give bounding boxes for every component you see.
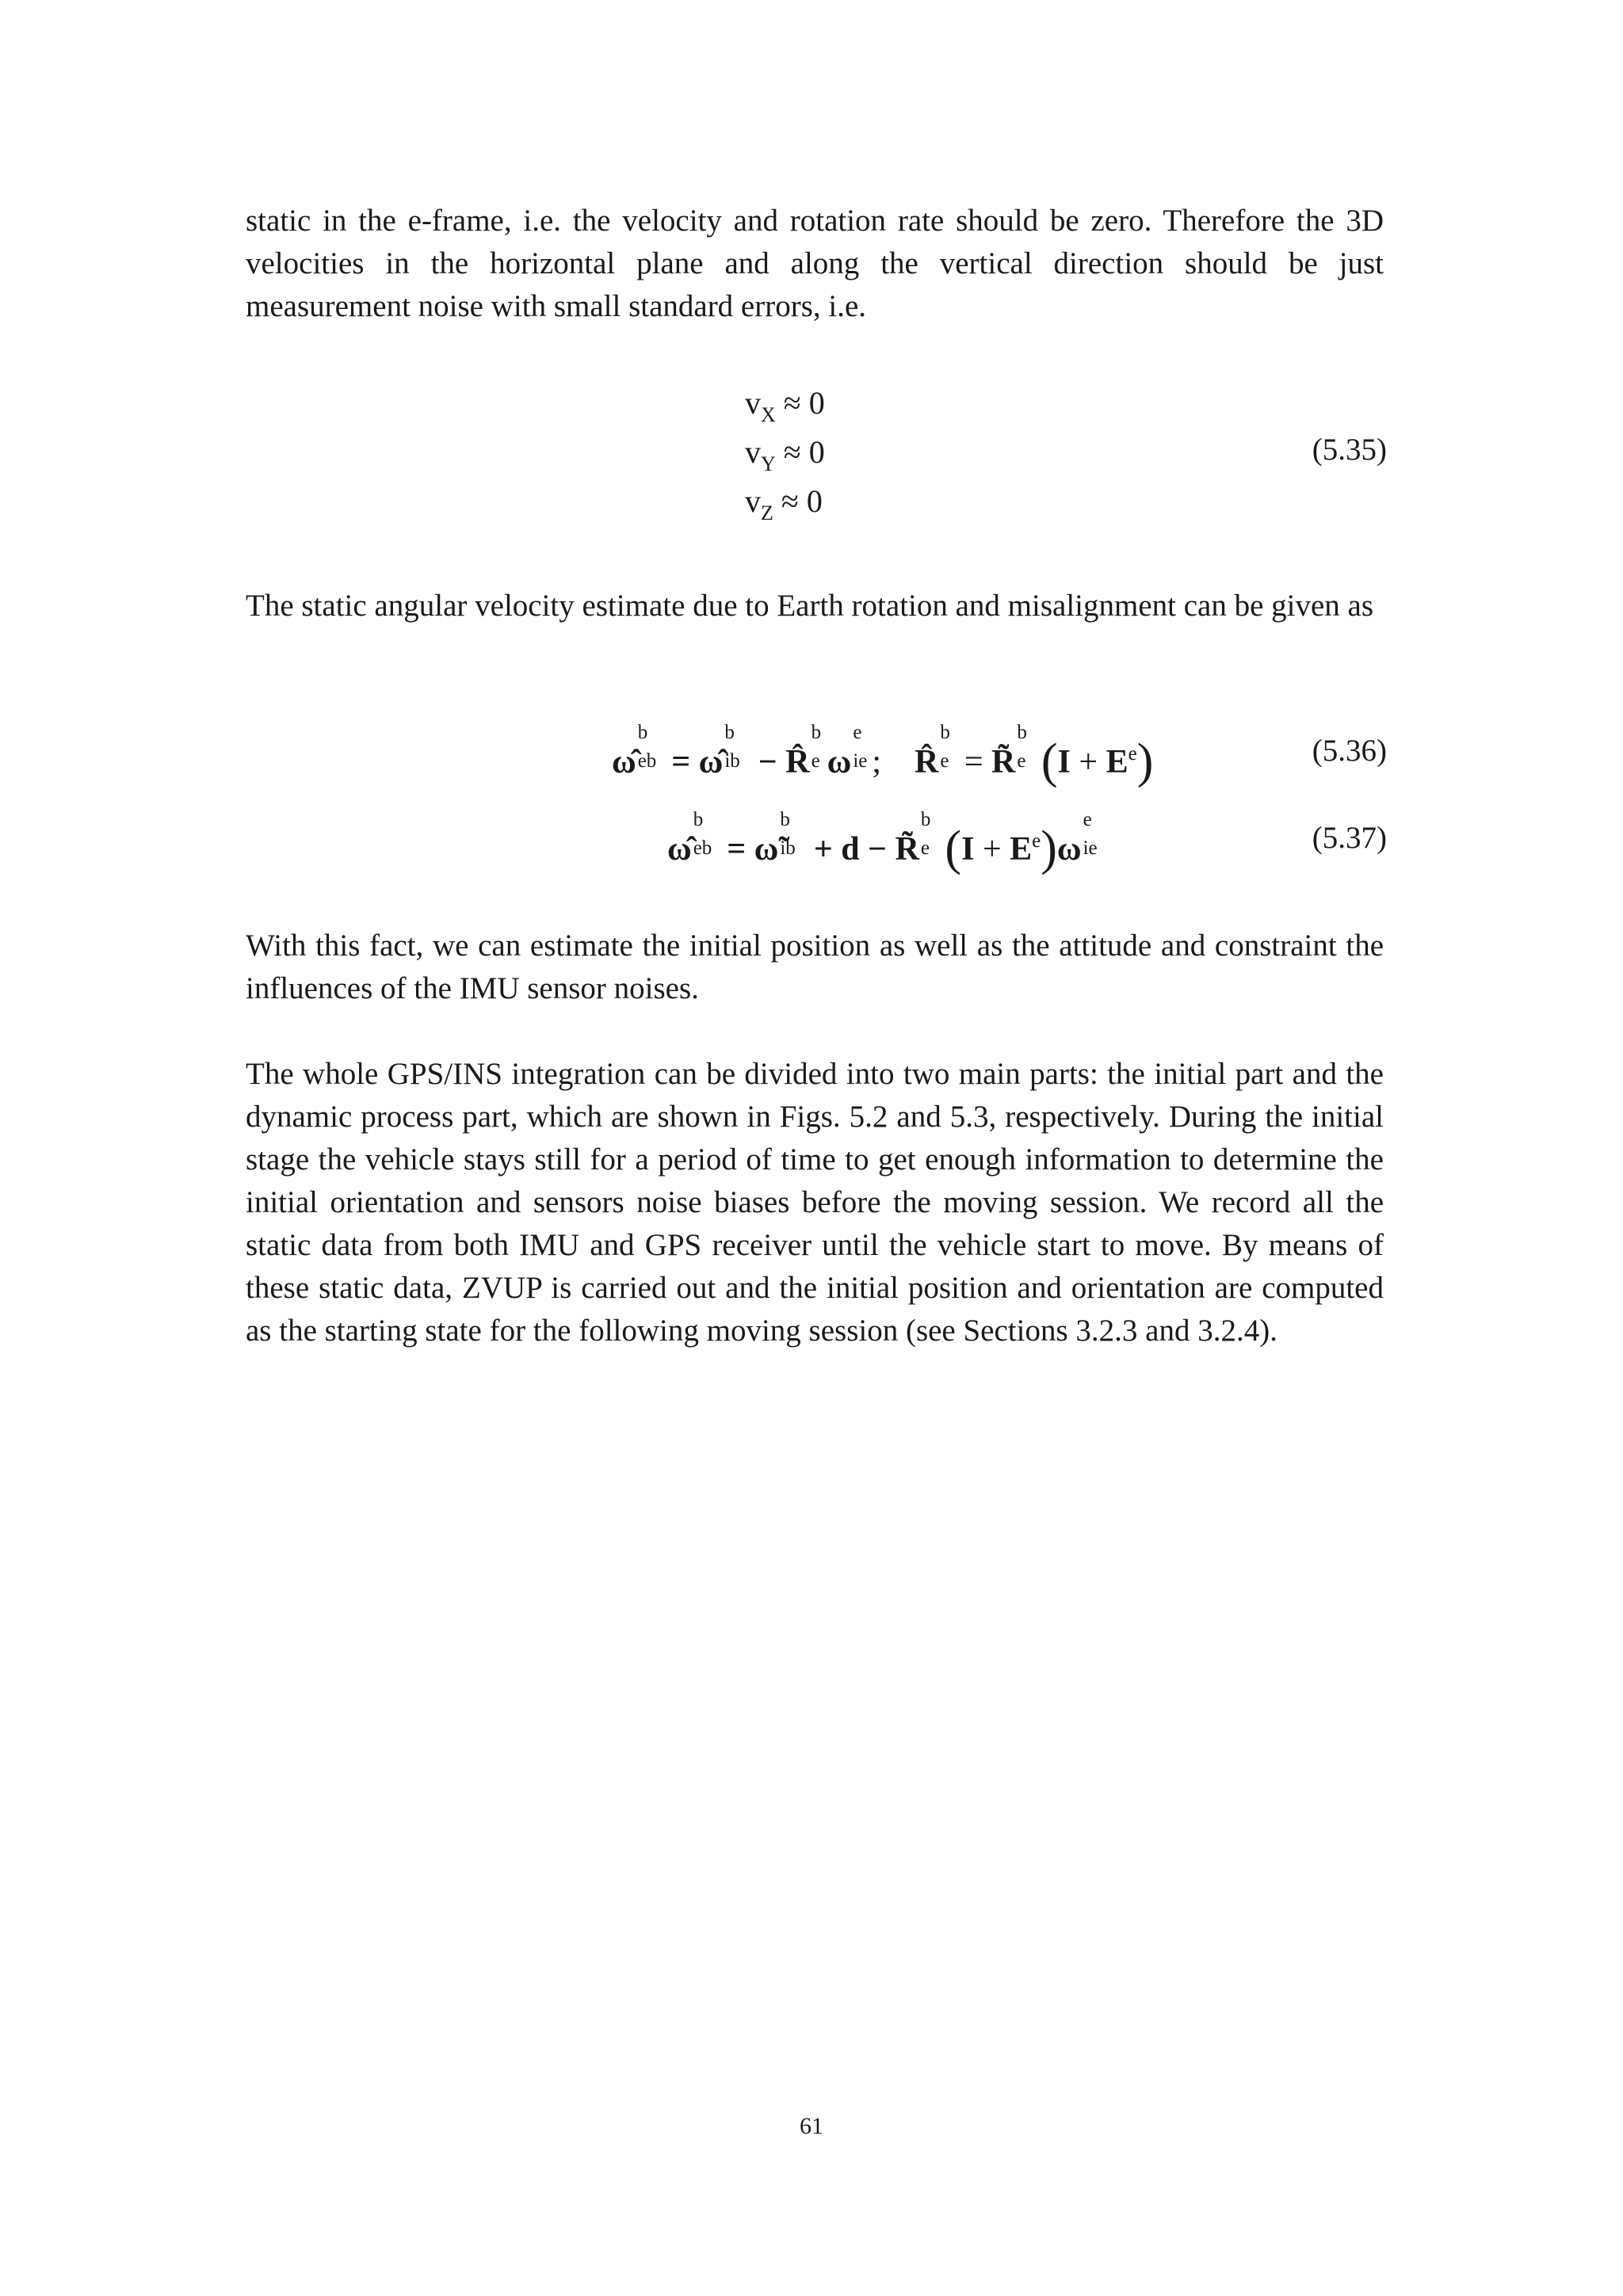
equation-5-37: ω̂ b eb = ω̃ b ib + d − R̃ b e $(I + E^e)\omega$ e ie [667,809,1098,875]
equation-number-5-35: (5.35) [1312,433,1387,467]
paragraph-fact: With this fact, we can estimate the initial position as well as the attitude and constraint the influences of the IMU sensor noises. [246,929,1384,1005]
paragraph-static-frame: static in the e-frame, i.e. the velocity and rotation rate should be zero. Therefore the 3D velocities in the horizontal plane and along the vertical direction should be just measurement noise with small standard errors, i.e. [246,204,1384,323]
equation-number-5-36: (5.36) [1312,734,1387,768]
paragraph-integration: The whole GPS/INS integration can be divided into two main parts: the initial part and the dynamic process part, which are shown in Figs. 5.2 and 5.3, respectively. During the initial stage the vehicle stays still for a period of time to get enough information to determine the initial orientation and sensors noise biases before the moving session. We record all the static data from both IMU and GPS receiver until the vehicle start to move. By means of these static data, ZVUP is carried out and the initial position and orientation are computed as the starting state for the following moving session (see Sections 3.2.3 and 3.2.4). [246,1057,1384,1348]
equation-vz: $v_Z \approx 0$ [745,483,823,524]
equation-5-36: ω̂ b eb = ω̂ b ib − R̂ b e ω e ie ; R̂ b e = R̃ b e $(I + E^e)$ [612,722,1154,788]
equation-5-35 [745,379,919,526]
paragraph-angular-velocity: The static angular velocity estimate due to Earth rotation and misalignment can be given as [246,589,1374,623]
equation-vx: $v_X \approx 0$ [745,385,825,426]
equation-vy: $v_Y \approx 0$ [745,434,825,475]
equation-number-5-37: (5.37) [1312,821,1387,855]
page-number: 61 [800,2113,823,2139]
